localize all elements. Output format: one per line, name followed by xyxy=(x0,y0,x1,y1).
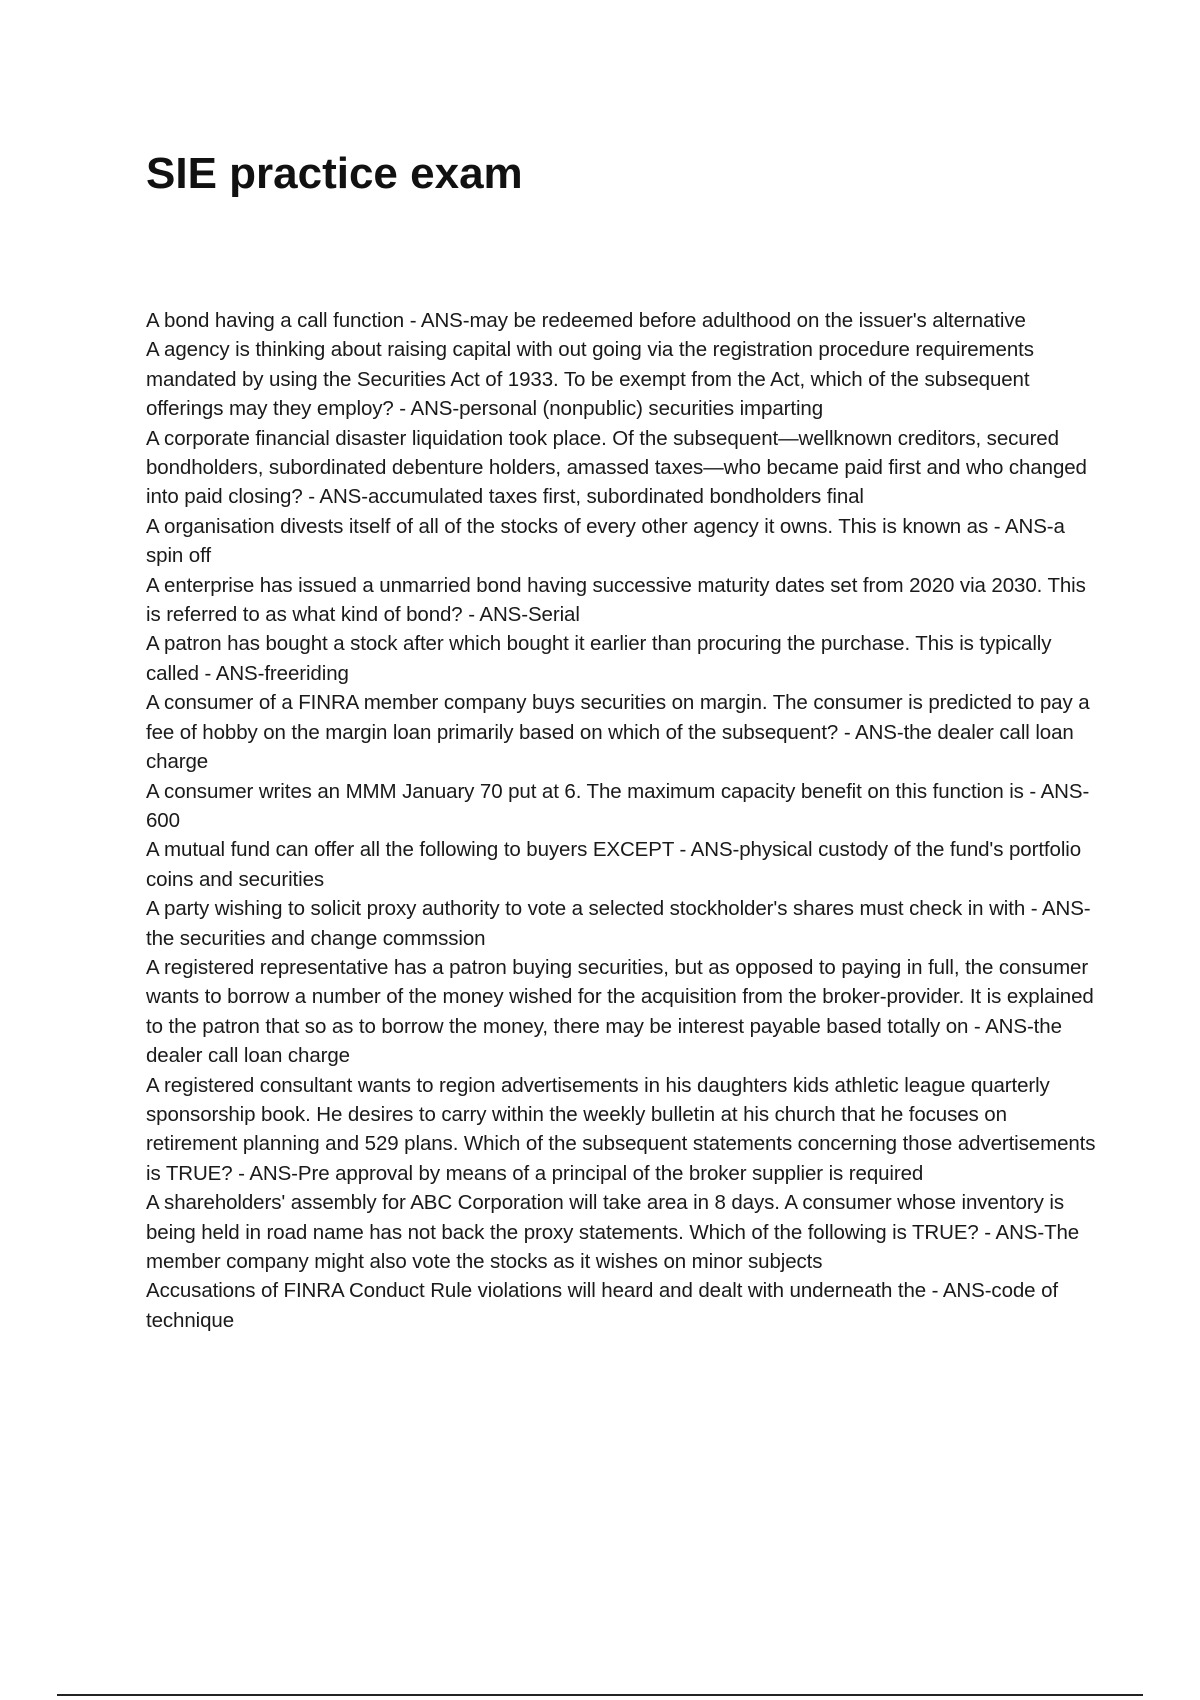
qa-entry-14: Accusations of FINRA Conduct Rule violations will heard and dealt with underneath the - ANS-code of technique xyxy=(146,1279,1058,1332)
qa-entry-3: A corporate financial disaster liquidation took place. Of the subsequent—wellknown creditors, secured bondholders, subordinated debenture holders, amassed taxes—who became paid first and who changed into paid closing? - ANS-accumulated taxes first, subordinated bondholders final xyxy=(146,426,1087,509)
qa-entry-2: A agency is thinking about raising capital with out going via the registration procedure requirements mandated by using the Securities Act of 1933. To be exempt from the Act, which of the subsequent offerings may they employ? - ANS-personal (nonpublic) securities imparting xyxy=(146,338,1034,421)
qa-entry-8: A consumer writes an MMM January 70 put at 6. The maximum capacity benefit on this function is - ANS-600 xyxy=(146,779,1090,832)
qa-entry-11: A registered representative has a patron buying securities, but as opposed to paying in full, the consumer wants to borrow a number of the money wished for the acquisition from the broker-provider. It is explained to the patron that so as to borrow the money, there may be interest payable based totally on - ANS-the dealer call loan charge xyxy=(146,955,1094,1068)
qa-entry-10: A party wishing to solicit proxy authority to vote a selected stockholder's shares must check in with - ANS-the securities and change commssion xyxy=(146,897,1091,950)
qa-entry-1: A bond having a call function - ANS-may be redeemed before adulthood on the issuer's alternative xyxy=(146,309,1026,332)
qa-entry-9: A mutual fund can offer all the following to buyers EXCEPT - ANS-physical custody of the fund's portfolio coins and securities xyxy=(146,838,1082,891)
qa-entry-13: A shareholders' assembly for ABC Corporation will take area in 8 days. A consumer whose inventory is being held in road name has not back the proxy statements. Which of the following is TRUE? - ANS-The member company might also vote the stocks as it wishes on minor subjects xyxy=(146,1191,1080,1273)
footer-divider xyxy=(57,1694,1143,1696)
qa-entry-5: A enterprise has issued a unmarried bond having successive maturity dates set from 2020 via 2030. This is referred to as what kind of bond? - ANS-Serial xyxy=(146,573,1086,627)
page-title: SIE practice exam xyxy=(146,149,523,198)
qa-entry-12: A registered consultant wants to region advertisements in his daughters kids athletic league quarterly sponsorship book. He desires to carry within the weekly bulletin at his church that he focuses on retirement planning and 529 plans. Which of the subsequent statements concerning those advertisements is TRUE? - ANS-Pre approval by means of a principal of the broker supplier is required xyxy=(146,1073,1096,1185)
qa-entry-6: A patron has bought a stock after which bought it earlier than procuring the purchase. This is typically called - ANS-freeriding xyxy=(146,632,1052,685)
qa-entry-4: A organisation divests itself of all of the stocks of every other agency it owns. This is known as - ANS-a spin off xyxy=(146,514,1065,568)
qa-entry-7: A consumer of a FINRA member company buys securities on margin. The consumer is predicted to pay a fee of hobby on the margin loan primarily based on which of the subsequent? - ANS-the dealer call loan charge xyxy=(146,691,1090,774)
qa-list xyxy=(146,306,1096,1335)
